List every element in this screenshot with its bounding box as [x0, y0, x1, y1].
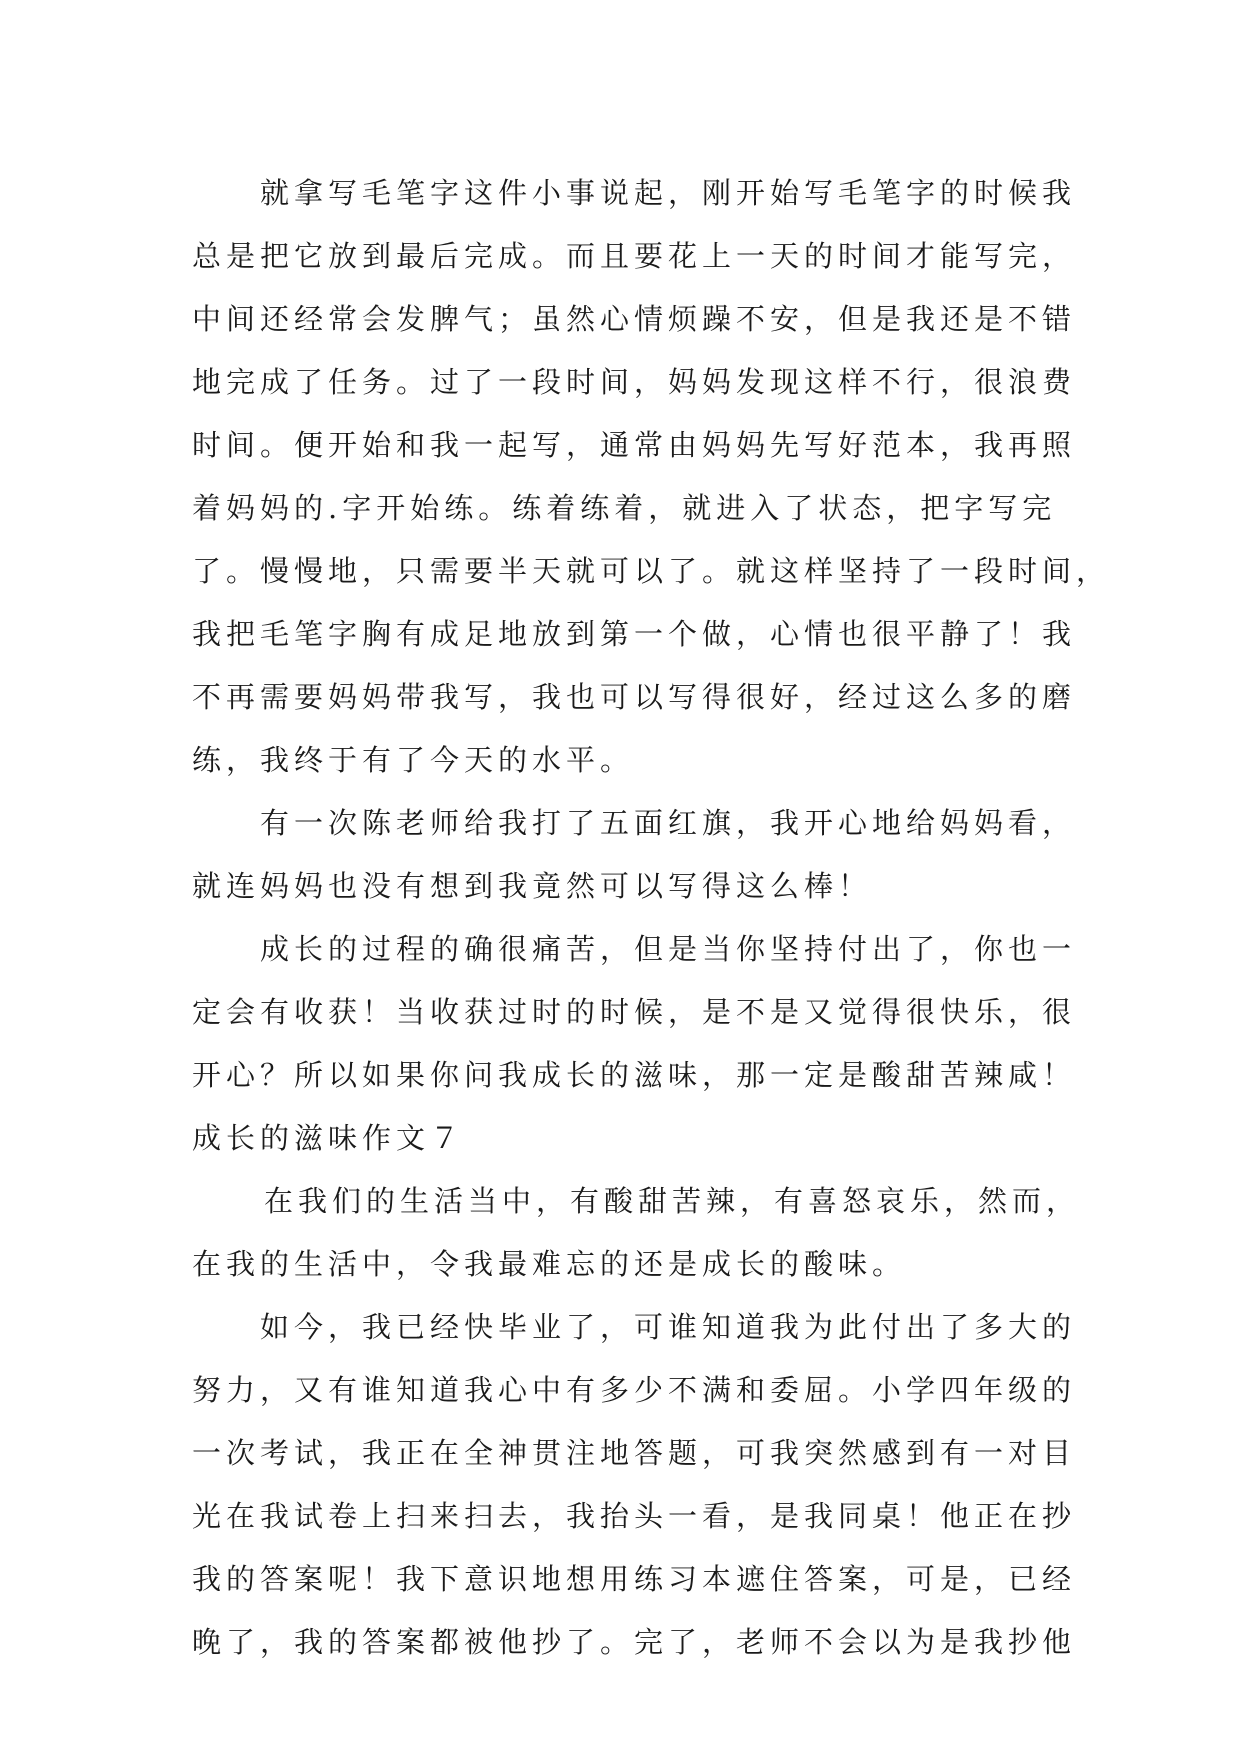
text-line-9: 不再需要妈妈带我写，我也可以写得很好，经过这么多的磨 — [192, 680, 1077, 714]
text-line-10: 练，我终于有了今天的水平。 — [192, 743, 635, 777]
text-line-2: 总是把它放到最后完成。而且要花上一天的时间才能写完， — [192, 239, 1077, 273]
text-line-15: 开心？所以如果你问我成长的滋味，那一定是酸甜苦辣咸！ — [192, 1058, 1077, 1092]
text-line-19: 如今，我已经快毕业了，可谁知道我为此付出了多大的 — [260, 1310, 1077, 1344]
text-line-22: 光在我试卷上扫来扫去，我抬头一看，是我同桌！他正在抄 — [192, 1499, 1077, 1533]
text-line-11: 有一次陈老师给我打了五面红旗，我开心地给妈妈看， — [260, 806, 1077, 840]
text-line-13: 成长的过程的确很痛苦，但是当你坚持付出了，你也一 — [260, 932, 1077, 966]
section-heading: 成长的滋味作文７ — [192, 1121, 465, 1155]
text-line-5: 时间。便开始和我一起写，通常由妈妈先写好范本，我再照 — [192, 428, 1077, 462]
text-line-17: 在我们的生活当中，有酸甜苦辣，有喜怒哀乐，然而， — [264, 1184, 1081, 1218]
text-line-3: 中间还经常会发脾气；虽然心情烦躁不安，但是我还是不错 — [192, 302, 1077, 336]
document-text — [192, 162, 1111, 1674]
text-line-18: 在我的生活中，令我最难忘的还是成长的酸味。 — [192, 1247, 907, 1281]
text-line-1: 就拿写毛笔字这件小事说起，刚开始写毛笔字的时候我 — [260, 176, 1077, 210]
text-line-12: 就连妈妈也没有想到我竟然可以写得这么棒！ — [192, 869, 873, 903]
text-line-8: 我把毛笔字胸有成足地放到第一个做，心情也很平静了！我 — [192, 617, 1077, 651]
text-line-7: 了。慢慢地，只需要半天就可以了。就这样坚持了一段时间， — [192, 554, 1111, 588]
text-line-23: 我的答案呢！我下意识地想用练习本遮住答案，可是，已经 — [192, 1562, 1077, 1596]
text-line-4: 地完成了任务。过了一段时间，妈妈发现这样不行，很浪费 — [192, 365, 1077, 399]
text-line-24: 晚了，我的答案都被他抄了。完了，老师不会以为是我抄他 — [192, 1625, 1077, 1659]
text-line-20: 努力，又有谁知道我心中有多少不满和委屈。小学四年级的 — [192, 1373, 1077, 1407]
text-line-14: 定会有收获！当收获过时的时候，是不是又觉得很快乐，很 — [192, 995, 1077, 1029]
text-line-21: 一次考试，我正在全神贯注地答题，可我突然感到有一对目 — [192, 1436, 1077, 1470]
text-line-6: 着妈妈的.字开始练。练着练着，就进入了状态，把字写完 — [192, 491, 1057, 525]
